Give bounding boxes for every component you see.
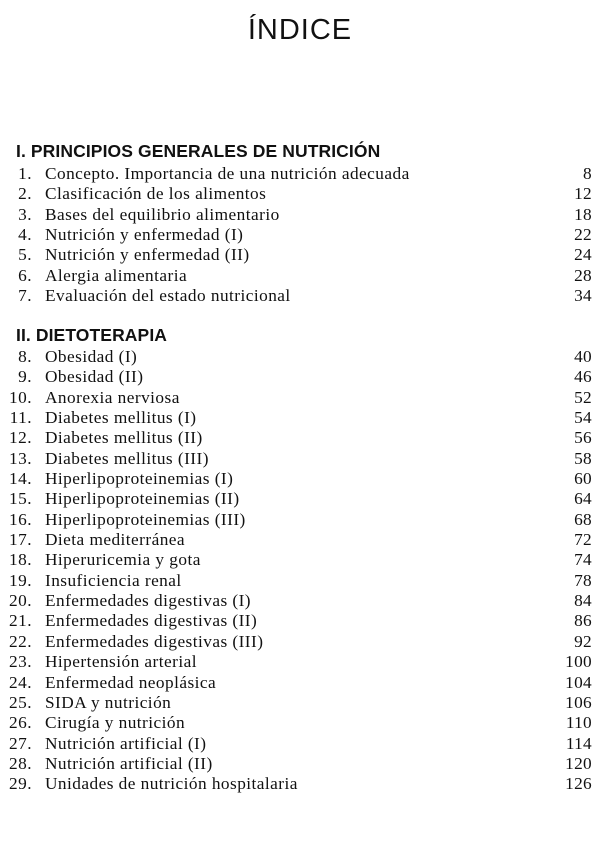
toc-entry — [0, 164, 600, 184]
toc-entry-title: SIDA y nutrición — [45, 692, 172, 712]
toc-entry-page-number: 12 — [574, 184, 592, 204]
page-title: ÍNDICE — [247, 14, 353, 46]
toc-entry-number: 14 . — [9, 469, 32, 489]
toc-entry-title: Obesidad (I) — [45, 347, 138, 366]
toc-entry — [0, 713, 600, 733]
toc-entry — [0, 571, 600, 591]
toc-entry — [0, 550, 600, 570]
toc-entry — [0, 489, 600, 509]
toc-entry-number: 10 . — [9, 388, 32, 408]
toc-entry-page-number: 86 — [574, 611, 592, 631]
toc-entry-number: 24 . — [9, 673, 32, 693]
toc-entry-page-number: 46 — [574, 367, 592, 387]
toc-entry — [0, 286, 600, 306]
section-entries-dietoterapia — [0, 347, 600, 795]
toc-entry-number: 27 . — [9, 734, 32, 754]
toc-entry-title: Cirugía y nutrición — [45, 713, 186, 733]
toc-entry-number: 9 . — [18, 367, 32, 387]
toc-entry-number: 6 . — [18, 266, 32, 286]
toc-entry-page-number: 34 — [574, 286, 592, 306]
toc-entry-title: Obesidad (II) — [45, 367, 144, 387]
toc-entry-number: 18 . — [9, 550, 32, 570]
toc-entry — [0, 632, 600, 652]
toc-entry-page-number: 126 — [565, 774, 592, 794]
toc-entry-page-number: 106 — [565, 692, 592, 712]
toc-entry-page-number: 74 — [574, 550, 592, 570]
toc-entry — [0, 774, 600, 794]
toc-entry — [0, 754, 600, 774]
toc-entry-page-number: 40 — [574, 347, 592, 366]
toc-entry-page-number: 52 — [574, 387, 592, 407]
toc-entry — [0, 245, 600, 265]
toc-entry-number: 7 . — [18, 286, 32, 306]
toc-entry-page-number: 100 — [565, 652, 592, 672]
toc-entry-number: 13 . — [9, 449, 32, 469]
toc-entry-title: Nutrición artificial (II) — [45, 753, 213, 773]
toc-entry-number: 17 . — [9, 530, 32, 550]
toc-entry-title: Enfermedades digestivas (II) — [45, 611, 258, 631]
toc-entry-page-number: 72 — [574, 530, 592, 550]
toc-entry-title: Hiperlipoproteinemias (I) — [45, 469, 234, 489]
toc-entry-number: 29 . — [9, 774, 32, 794]
section-heading-dietoterapia: II. DIETOTERAPIA — [16, 325, 168, 345]
toc-entry — [0, 408, 600, 428]
toc-entry-number: 23 . — [9, 652, 32, 672]
toc-entry-page-number: 18 — [574, 204, 592, 224]
toc-entry — [0, 205, 600, 225]
toc-entry-page-number: 84 — [574, 591, 592, 611]
toc-entry-title: Nutrición y enfermedad (II) — [45, 245, 250, 265]
toc-entry — [0, 530, 600, 550]
toc-entry-number: 25 . — [9, 693, 32, 713]
toc-entry-number: 16 . — [9, 510, 32, 530]
toc-entry-page-number: 92 — [574, 631, 592, 651]
toc-entry-title: Hiperuricemia y gota — [45, 550, 201, 570]
toc-entry-number: 5 . — [18, 245, 32, 265]
toc-entry — [0, 388, 600, 408]
toc-entry-page-number: 24 — [574, 245, 592, 265]
toc-entry-title: Concepto. Importancia de una nutrición adecuada — [45, 164, 410, 183]
toc-entry — [0, 652, 600, 672]
toc-entry — [0, 347, 600, 367]
toc-entry-number: 15 . — [9, 489, 32, 509]
toc-entry-page-number: 78 — [574, 570, 592, 590]
section-entries-principios — [0, 164, 600, 306]
toc-entry-page-number: 104 — [565, 672, 592, 692]
toc-entry-page-number: 60 — [574, 469, 592, 489]
toc-entry-number: 22 . — [9, 632, 32, 652]
toc-entry-title: Hipertensión arterial — [45, 652, 197, 672]
toc-entry-page-number: 114 — [565, 733, 592, 753]
toc-entry — [0, 266, 600, 286]
toc-entry-number: 3 . — [18, 205, 32, 225]
toc-entry-page-number: 22 — [574, 225, 592, 245]
toc-entry-title: Nutrición y enfermedad (I) — [45, 225, 244, 245]
toc-entry-title: Evaluación del estado nutricional — [45, 286, 291, 306]
toc-entry — [0, 184, 600, 204]
toc-entry-number: 12 . — [9, 428, 32, 448]
toc-entry-number: 4 . — [18, 225, 32, 245]
toc-entry-page-number: 64 — [574, 489, 592, 509]
toc-entry-number: 1 . — [18, 164, 32, 184]
toc-entry-title: Enfermedades digestivas (III) — [45, 631, 264, 651]
toc-entry — [0, 428, 600, 448]
section-heading-principios: I. PRINCIPIOS GENERALES DE NUTRICIÓN — [16, 141, 381, 161]
toc-entry — [0, 510, 600, 530]
toc-entry-title: Bases del equilibrio alimentario — [45, 204, 280, 224]
toc-entry — [0, 734, 600, 754]
toc-entry-title: Diabetes mellitus (III) — [45, 448, 209, 468]
toc-entry-title: Diabetes mellitus (II) — [45, 428, 203, 448]
toc-entry-number: 28 . — [9, 754, 32, 774]
toc-entry — [0, 693, 600, 713]
toc-entry-title: Enfermedad neoplásica — [45, 672, 217, 692]
toc-entry-page-number: 68 — [574, 509, 592, 529]
toc-entry — [0, 367, 600, 387]
toc-entry-title: Hiperlipoproteinemias (II) — [45, 489, 240, 509]
toc-entry-number: 2 . — [18, 184, 32, 204]
toc-entry-page-number: 28 — [574, 265, 592, 285]
toc-entry-number: 20 . — [9, 591, 32, 611]
toc-entry-page-number: 8 — [583, 164, 592, 183]
toc-entry — [0, 449, 600, 469]
toc-entry-title: Alergia alimentaria — [45, 265, 188, 285]
toc-entry-number: 26 . — [9, 713, 32, 733]
toc-entry-title: Insuficiencia renal — [45, 570, 182, 590]
toc-entry-number: 11 . — [10, 408, 32, 428]
toc-entry — [0, 591, 600, 611]
toc-entry-title: Hiperlipoproteinemias (III) — [45, 509, 246, 529]
toc-entry-page-number: 120 — [565, 753, 592, 773]
toc-entry-title: Unidades de nutrición hospitalaria — [45, 774, 298, 794]
toc-entry-title: Clasificación de los alimentos — [45, 184, 267, 204]
toc-entry-page-number: 110 — [565, 713, 592, 733]
toc-entry-number: 19 . — [9, 571, 32, 591]
toc-entry — [0, 673, 600, 693]
toc-entry — [0, 469, 600, 489]
toc-entry-title: Anorexia nerviosa — [45, 387, 180, 407]
toc-entry-page-number: 56 — [574, 428, 592, 448]
toc-entry-page-number: 54 — [574, 408, 592, 428]
toc-entry-title: Dieta mediterránea — [45, 530, 186, 550]
toc-entry-number: 21 . — [9, 611, 32, 631]
toc-entry-number: 8 . — [18, 347, 32, 367]
toc-entry — [0, 225, 600, 245]
toc-entry-title: Diabetes mellitus (I) — [45, 408, 197, 428]
toc-entry-page-number: 58 — [574, 448, 592, 468]
toc-entry-title: Nutrición artificial (I) — [45, 733, 207, 753]
toc-entry — [0, 611, 600, 631]
toc-entry-title: Enfermedades digestivas (I) — [45, 591, 252, 611]
